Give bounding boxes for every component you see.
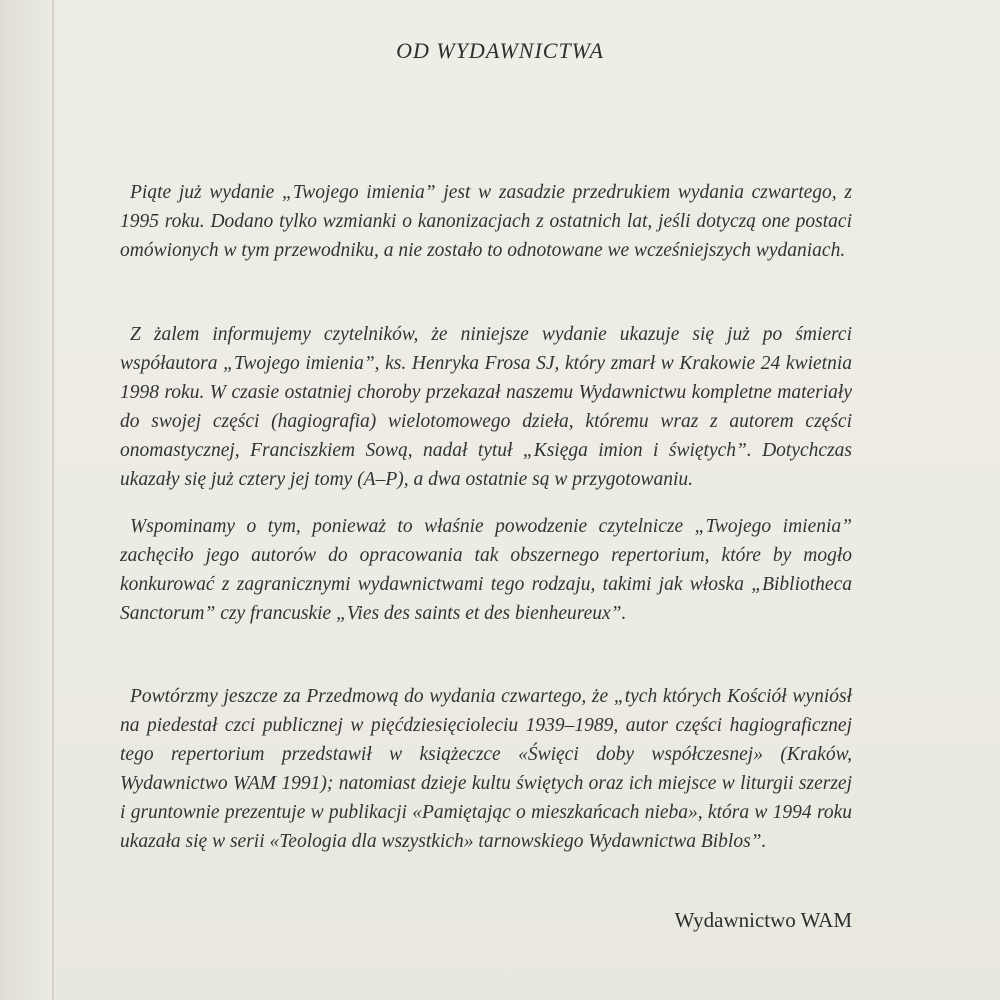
paragraph-fifth-edition	[120, 178, 852, 265]
paragraph-repertorium	[120, 512, 852, 628]
publisher-signature: Wydawnictwo WAM	[674, 908, 852, 932]
page-heading: OD WYDAWNICTWA	[396, 38, 604, 63]
paragraph-preface-quote	[120, 682, 852, 856]
paragraph-text: Wspominamy o tym, ponieważ to właśnie powodzenie czytelnicze „Twojego imienia” zachęciło jego autorów do opracowania tak obszernego repertorium, które by mogło konkurować z zagranicznymi wydawnictwami tego rodzaju, takimi jak włoska „Bibliotheca Sanctorum” czy francuskie „Vies des saints et des bienheureux”.	[120, 516, 852, 624]
paragraph-co-author-death	[120, 320, 852, 494]
paragraph-text: Z żalem informujemy czytelników, że niniejsze wydanie ukazuje się już po śmierci współautora „Twojego imienia”, ks. Henryka Frosa SJ, który zmarł w Krakowie 24 kwietnia 1998 roku. W czasie ostatniej choroby przekazał naszemu Wydawnictwu kompletne materiały do swojej części (hagiografia) wielotomowego dzieła, któremu wraz z autorem części onomastycznej, Franciszkiem Sową, nadał tytuł „Księga imion i świętych”. Dotychczas ukazały się już cztery jej tomy (A–P), a dwa ostatnie są w przygotowaniu.	[120, 324, 852, 490]
book-spine-gutter	[0, 0, 54, 1000]
page-edge	[52, 0, 54, 1000]
paragraph-text: Powtórzmy jeszcze za Przedmową do wydania czwartego, że „tych których Kościół wyniósł na piedestał czci publicznej w pięćdziesięcioleciu 1939–1989, autor części hagiograficznej tego repertorium przedstawił w książeczce «Święci doby współczesnej» (Kraków, Wydawnictwo WAM 1991); natomiast dzieje kultu świętych oraz ich miejsce w liturgii szerzej i gruntownie prezentuje w publikacji «Pamiętając o mieszkańcach nieba», która w 1994 roku ukazała się w serii «Teologia dla wszystkich» tarnowskiego Wydawnictwa Biblos”.	[120, 686, 852, 852]
paragraph-text: Piąte już wydanie „Twojego imienia” jest w zasadzie przedrukiem wydania czwartego, z 1995 roku. Dodano tylko wzmianki o kanonizacjach z ostatnich lat, jeśli dotyczą one postaci omówionych w tym przewodniku, a nie zostało to odnotowane we wcześniejszych wydaniach.	[120, 182, 852, 261]
